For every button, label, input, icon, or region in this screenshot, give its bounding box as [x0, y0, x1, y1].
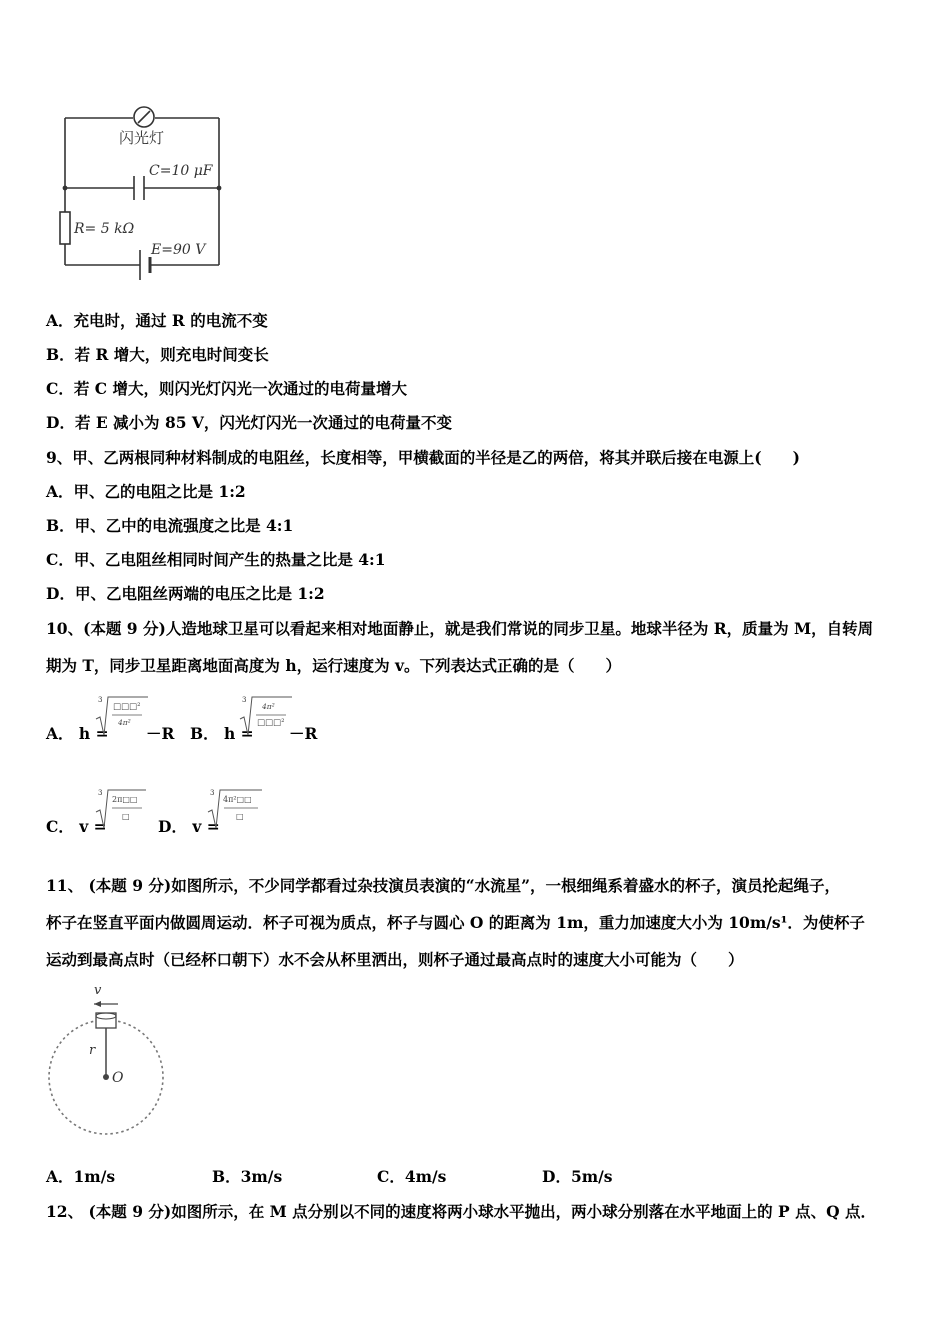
lamp-label: 闪光灯: [119, 129, 165, 147]
root-index: 3: [98, 789, 103, 797]
velocity-label: v: [94, 983, 102, 998]
center-label: O: [112, 1070, 124, 1086]
capacitor-label: C=10 μF: [149, 163, 213, 179]
circular-motion-figure: [44, 978, 174, 1138]
q12-stem: 12、 (本题 9 分)如图所示，在 M 点分别以不同的速度将两小球水平抛出，两小球分别落在水平地面上的 P 点、Q 点．: [46, 1202, 877, 1221]
fraction-numerator: □□□²: [113, 702, 141, 712]
circuit-figure: [55, 100, 230, 285]
fraction-numerator: 4π²□□: [223, 795, 252, 804]
q11-stem-line3: 运动到最高点时（已经杯口朝下）水不会从杯里洒出，则杯子通过最高点时的速度大小可能为（ ）: [46, 950, 744, 969]
root-index: 3: [210, 789, 215, 797]
q9-option-a: A．甲、乙的电阻之比是 1:2: [46, 482, 246, 501]
root-index: 3: [98, 696, 103, 704]
q8-option-d: D．若 E 减小为 85 V，闪光灯闪光一次通过的电荷量不变: [46, 413, 452, 432]
q11-stem-line2: 杯子在竖直平面内做圆周运动．杯子可视为质点，杯子与圆心 O 的距离为 1m，重力加速度大小为 10m/s¹．为使杯子: [46, 913, 865, 932]
q11-option-b: B．3m/s: [212, 1167, 283, 1186]
fraction-denominator: □□□²: [257, 718, 285, 728]
q8-option-b: B．若 R 增大，则充电时间变长: [46, 345, 269, 364]
fraction-denominator: □: [122, 812, 130, 821]
q10-option-c-radical: [94, 786, 150, 831]
q9-option-b: B．甲、乙中的电流强度之比是 4:1: [46, 516, 294, 535]
q8-option-a: A．充电时，通过 R 的电流不变: [46, 311, 268, 330]
q11-option-c: C．4m/s: [377, 1167, 447, 1186]
fraction-denominator: □: [236, 812, 244, 821]
radius-label: r: [89, 1043, 96, 1058]
q11-option-d: D．5m/s: [542, 1167, 613, 1186]
fraction-numerator: 4π²: [262, 702, 275, 711]
q11-stem-line1: 11、 (本题 9 分)如图所示，不少同学都看过杂技演员表演的“水流星”，一根细绳系着盛水的杯子，演员抡起绳子，: [46, 876, 841, 895]
q10-option-b-radical: [238, 693, 294, 738]
q10-stem-line1: 10、(本题 9 分)人造地球卫星可以看起来相对地面静止，就是我们常说的同步卫星。地球半径为 R，质量为 M，自转周: [46, 619, 874, 638]
fraction-numerator: 2π□□: [112, 795, 138, 804]
q9-stem: 9、甲、乙两根同种材料制成的电阻丝，长度相等，甲横截面的半径是乙的两倍，将其并联后接在电源上( ): [46, 448, 800, 467]
q9-option-d: D．甲、乙电阻丝两端的电压之比是 1:2: [46, 584, 325, 603]
q9-option-c: C．甲、乙电阻丝相同时间产生的热量之比是 4:1: [46, 550, 386, 569]
root-index: 3: [242, 696, 247, 704]
fraction-denominator: 4π²: [118, 718, 131, 727]
q10-option-a-radical: [94, 693, 150, 738]
q10-option-b-tail: －R: [289, 724, 318, 743]
q10-stem-line2: 期为 T，同步卫星距离地面高度为 h，运行速度为 v。下列表达式正确的是（ ）: [46, 656, 622, 675]
q10-option-c-label: C． v =: [46, 817, 107, 836]
q10-option-a-label: A． h =: [46, 724, 109, 743]
q10-option-b-label: B． h =: [190, 724, 254, 743]
q8-option-c: C．若 C 增大，则闪光灯闪光一次通过的电荷量增大: [46, 379, 407, 398]
q10-option-d-label: D． v =: [158, 817, 220, 836]
q10-option-a-tail: －R: [146, 724, 175, 743]
emf-label: E=90 V: [151, 242, 206, 258]
q11-option-a: A．1m/s: [46, 1167, 116, 1186]
resistor-label: R= 5 kΩ: [74, 221, 135, 237]
q10-option-d-radical: [206, 786, 266, 831]
